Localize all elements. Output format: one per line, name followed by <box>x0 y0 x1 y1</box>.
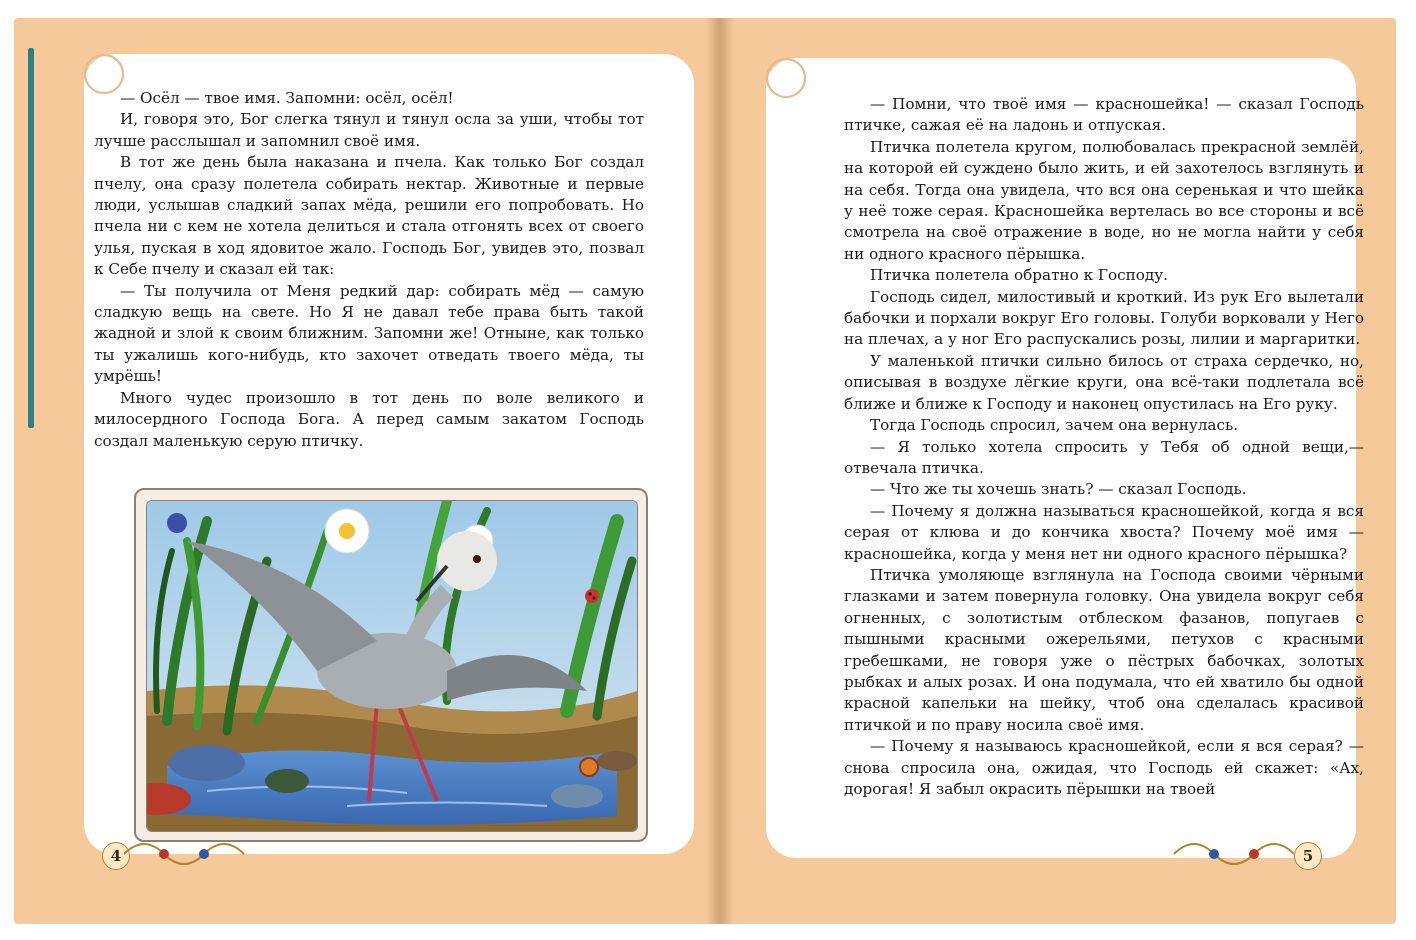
paragraph: — Ты получила от Меня редкий дар: собирать мёд — самую сладкую вещь на свете. Но Я не давал тебе права быть такой жадной и злой к своим ближним. Запомни же! Отныне, как только ты ужалишь кого-нибудь, кто захочет отведать твоего мёда, ты умрёшь! <box>94 281 644 386</box>
paragraph: — Почему я должна называться красношейкой, когда я вся серая от клюва и до кончика хвоста? Почему моё имя — красношейка, когда у меня нет ни одного красного пёрышка? <box>844 501 1364 563</box>
left-page-text <box>94 88 644 452</box>
book-spread <box>14 18 1396 924</box>
page-number-right: 5 <box>1294 842 1322 870</box>
right-page <box>766 58 1364 858</box>
page-number-left: 4 <box>102 842 130 870</box>
paragraph: У маленькой птички сильно билось от страха сердечко, но, описывая в воздухе лёгкие круги, она всё-таки подлетала всё ближе и ближе к Господу и наконец опустилась на Его руку. <box>844 351 1364 413</box>
paragraph: И, говоря это, Бог слегка тянул и тянул осла за уши, чтобы тот лучше расслышал и запомнил своё имя. <box>94 110 644 150</box>
paragraph: Птичка умоляюще взглянула на Господа своими чёрными глазками и затем повернула головку. Она увидела вокруг себя огненных, с золотистым отблеском фазанов, попугаев с пышными красными ожерельями, петухов с красными гребешками, не говоря уже о пёстрых бабочках, золотых рыбках и алых розах. И она подумала, что ей хватило бы одной красной капельки на шейку, чтоб она сделалась красивой птичкой и по праву носила своё имя. <box>844 565 1364 734</box>
book-cover-edge <box>28 48 34 428</box>
paragraph: В тот же день была наказана и пчела. Как только Бог создал пчелу, она сразу полетела собирать нектар. Животные и первые люди, услышав сладкий запах мёда, решили его попробовать. Но пчела ни с кем не хотела делиться и стала отгонять всех от своего улья, пуская в ход ядовитое жало. Господь Бог, увидев это, позвал к Себе пчелу и сказал ей так: <box>94 153 644 279</box>
paragraph: — Осёл — твое имя. Запомни: осёл, осёл! <box>120 89 454 107</box>
paragraph: Птичка полетела кругом, полюбовалась прекрасной землёй, на которой ей суждено было жить, и ей захотелось взглянуть и на себя. Тогда она увидела, что вся она серенькая и что шейка у неё тоже серая. Красношейка вертелась во все стороны и всё смотрела на своё отражение в воде, но не могла найти у себя ни одного красного пёрышка. <box>844 137 1364 263</box>
book-spine <box>706 18 734 924</box>
bird-illustration <box>147 501 637 831</box>
illustration <box>146 500 638 832</box>
paragraph: — Помни, что твоё имя — красношейка! — сказал Господь птичке, сажая её на ладонь и отпуская. <box>844 95 1364 135</box>
paragraph: — Я только хотела спросить у Тебя об одной вещи,— отвечала птичка. <box>844 437 1364 477</box>
right-page-text <box>844 94 1364 800</box>
paragraph: — Что же ты хочешь знать? — сказал Господь. <box>870 480 1247 499</box>
paragraph: — Почему я называюсь красношейкой, если я вся серая? — снова спросила она, ожидая, что Господь ей скажет: «Ах, дорогая! Я забыл окрасить пёрышки на твоей <box>844 737 1364 798</box>
paragraph: Господь сидел, милостивый и кроткий. Из рук Его вылетали бабочки и порхали вокруг Его головы. Голуби ворковали у Него на плечах, а у ног Его распускались розы, лилии и маргаритки. <box>844 287 1364 349</box>
illustration-frame <box>134 488 648 842</box>
paragraph: Много чудес произошло в тот день по воле великого и милосердного Господа Бога. А перед самым закатом Господь создал маленькую серую птичку. <box>94 388 644 450</box>
paragraph: Птичка полетела обратно к Господу. <box>870 266 1168 285</box>
paragraph: Тогда Господь спросил, зачем она вернулась. <box>870 416 1239 435</box>
ornament-right <box>1154 834 1294 874</box>
ornament-left <box>124 834 264 874</box>
